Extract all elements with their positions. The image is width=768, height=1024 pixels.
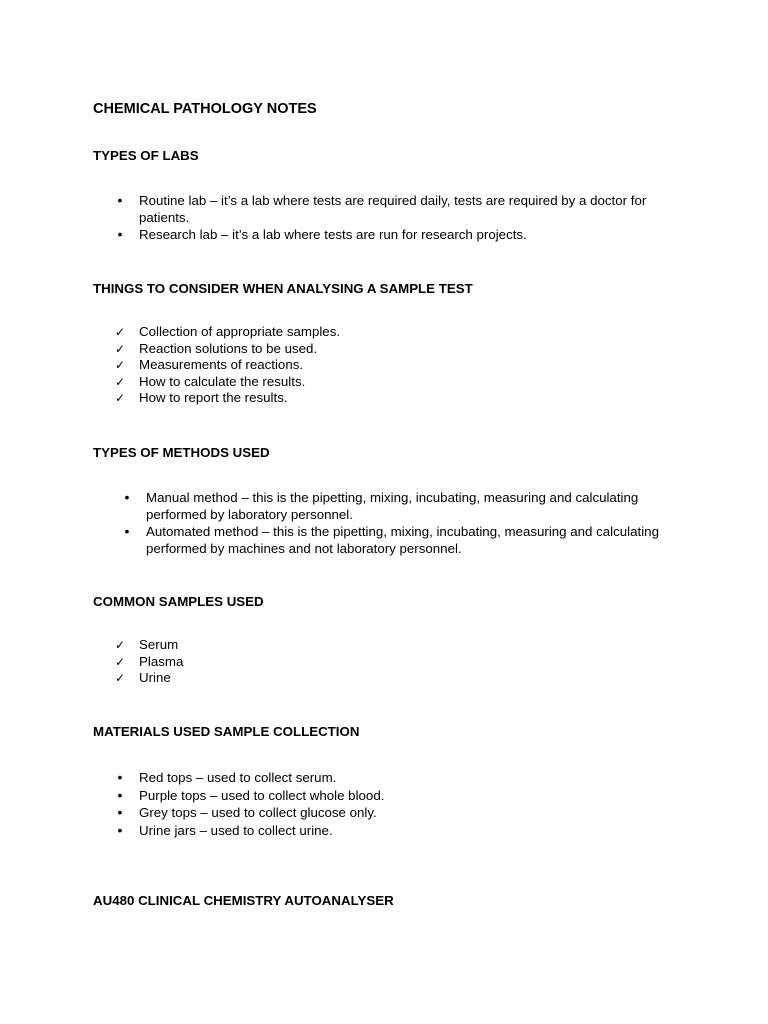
- list-item: [114, 670, 679, 687]
- checkmark-icon: ✓: [114, 654, 126, 669]
- bullet-icon: •: [117, 769, 123, 785]
- labs-bullet-list: [117, 192, 679, 243]
- list-item: [117, 821, 679, 840]
- list-item-text: Research lab – it’s a lab where tests are run for research projects.: [139, 227, 527, 242]
- list-item: [117, 192, 679, 226]
- list-item: [114, 637, 679, 654]
- list-item: [114, 390, 679, 407]
- bullet-icon: •: [124, 489, 130, 505]
- list-item-text: How to report the results.: [139, 390, 288, 405]
- list-item: [117, 786, 679, 805]
- bullet-icon: •: [117, 192, 123, 208]
- document-title: CHEMICAL PATHOLOGY NOTES: [93, 101, 317, 117]
- section-heading-types-of-methods: TYPES OF METHODS USED: [93, 445, 270, 460]
- list-item: [124, 523, 681, 557]
- checkmark-icon: ✓: [114, 341, 126, 356]
- list-item-text: Purple tops – used to collect whole blood.: [139, 787, 385, 803]
- bullet-icon: •: [117, 821, 123, 838]
- list-item-text: Grey tops – used to collect glucose only.: [139, 805, 377, 821]
- list-item: [114, 324, 679, 341]
- checkmark-icon: ✓: [114, 325, 126, 339]
- list-item-text: Routine lab – it’s a lab where tests are required daily, tests are required by a doctor for patients.: [139, 193, 647, 225]
- section-heading-au480-autoanalyser: AU480 CLINICAL CHEMISTRY AUTOANALYSER: [93, 893, 394, 908]
- materials-bullet-list: [117, 769, 679, 839]
- section-heading-materials-used: MATERIALS USED SAMPLE COLLECTION: [93, 724, 360, 739]
- bullet-icon: •: [124, 523, 130, 539]
- list-item-text: Plasma: [139, 653, 184, 669]
- list-item-text: Manual method – this is the pipetting, mixing, incubating, measuring and calculating performed by laboratory personnel.: [146, 490, 639, 522]
- checkmark-icon: ✓: [114, 358, 126, 372]
- consider-checklist: [114, 324, 679, 407]
- methods-bullet-list: [124, 489, 681, 557]
- samples-checklist: [114, 637, 679, 687]
- list-item-text: Automated method – this is the pipetting, mixing, incubating, measuring and calculating performed by machines and not laboratory personnel.: [146, 524, 659, 556]
- bullet-icon: •: [117, 226, 123, 242]
- list-item-text: Serum: [139, 637, 179, 652]
- list-item: [114, 340, 679, 358]
- list-item-text: Reaction solutions to be used.: [139, 340, 318, 356]
- bullet-icon: •: [117, 786, 123, 803]
- list-item-text: Urine jars – used to collect urine.: [139, 822, 333, 838]
- section-heading-common-samples: COMMON SAMPLES USED: [93, 594, 264, 609]
- bullet-icon: •: [117, 804, 123, 821]
- list-item-text: Urine: [139, 670, 171, 686]
- list-item-text: Collection of appropriate samples.: [139, 324, 341, 339]
- list-item: [114, 373, 679, 391]
- list-item: [114, 357, 679, 374]
- checkmark-icon: ✓: [114, 374, 126, 389]
- checkmark-icon: ✓: [114, 638, 126, 652]
- checkmark-icon: ✓: [114, 391, 126, 405]
- list-item: [124, 489, 681, 523]
- list-item: [117, 226, 679, 243]
- checkmark-icon: ✓: [114, 671, 126, 686]
- list-item: [117, 804, 679, 822]
- list-item-text: How to calculate the results.: [139, 373, 306, 389]
- list-item-text: Measurements of reactions.: [139, 357, 304, 372]
- section-heading-things-to-consider: THINGS TO CONSIDER WHEN ANALYSING A SAMPLE TEST: [93, 281, 473, 296]
- list-item: [114, 653, 679, 671]
- list-item: [117, 769, 679, 787]
- section-heading-types-of-labs: TYPES OF LABS: [93, 148, 199, 163]
- list-item-text: Red tops – used to collect serum.: [139, 770, 337, 785]
